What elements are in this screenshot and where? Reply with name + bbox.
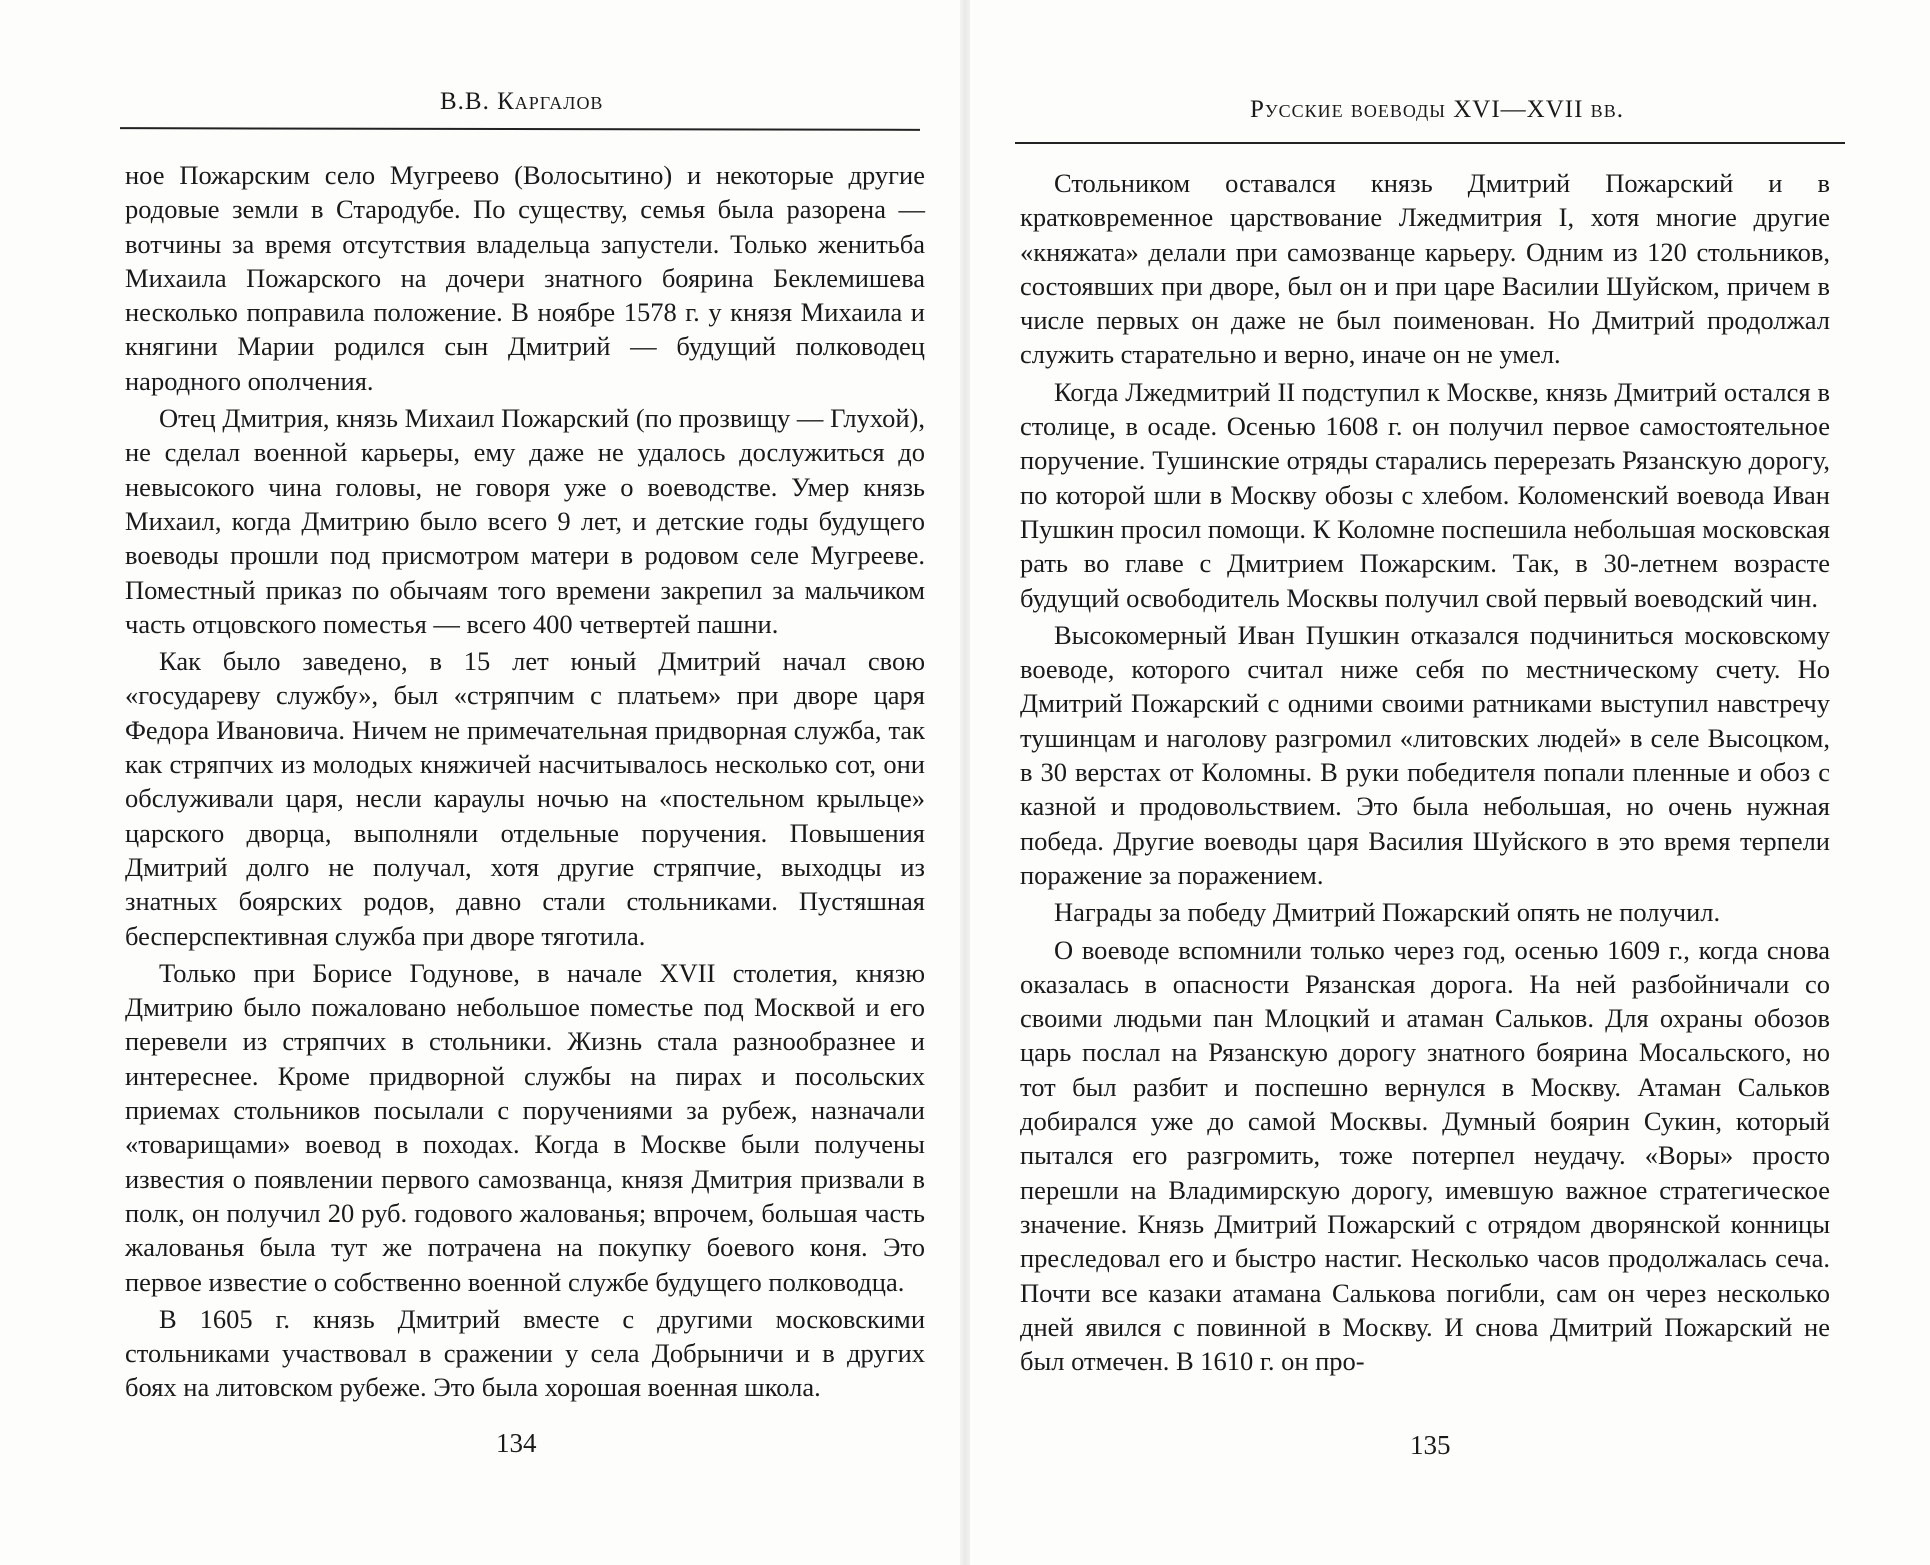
paragraph: Высокомерный Иван Пушкин отказался подчиниться московскому воеводе, которого считал ниже себя по местническому счету. Но Дмитрий Пожарский с одними своими ратниками выступил навстречу тушинцам и наголову разгромил «литовских людей» в селе Высоцком, в 30 верстах от Коломны. В руки победителя попали пленные и обоз с казной и продовольствием. Это была небольшая, но очень нужная победа. Другие воеводы царя Василия Шуйского в это время терпели поражение за поражением. [1020, 619, 1830, 890]
paragraph: Отец Дмитрия, князь Михаил Пожарский (по прозвищу — Глухой), не сделал военной карьеры, ему даже не удалось дослужиться до невысокого чина головы, не говоря уже о воеводстве. Умер князь Михаил, когда Дмитрию было всего 9 лет, и детские годы будущего воеводы прошли под присмотром матери в родовом селе Мугрееве. Поместный приказ по обычаям того времени закрепил за мальчиком часть отцовского поместья — всего 400 четвертей пашни. [125, 403, 925, 639]
page-number: 135 [1410, 1430, 1451, 1460]
header-rule [120, 127, 920, 131]
right-page [970, 0, 1930, 1565]
paragraph: Когда Лжедмитрий II подступил к Москве, князь Дмитрий остался в столице, в осаде. Осенью 1608 г. он получил первое самостоятельное поручение. Тушинские отряды старались перерезать Рязанскую дорогу, по которой шли в Москву обозы с хлебом. Коломенский воевода Иван Пушкин просил помощи. К Коломне поспешила небольшая московская рать во главе с Дмитрием Пожарским. Так, в 30-летнем возрасте будущий освободитель Москвы получил свой первый воеводский чин. [1020, 376, 1830, 613]
book-gutter [960, 0, 970, 1565]
page-number: 134 [496, 1428, 537, 1458]
header-rule [1015, 142, 1845, 144]
paragraph: О воеводе вспомнили только через год, осенью 1609 г., когда снова оказалась в опасности Рязанская дорога. На ней разбойничали со своими людьми пан Млоцкий и атаман Сальков. Для охраны обозов царь послал на Рязанскую дорогу знатного боярина Мосальского, но тот был разбит и поспешно вернулся в Москву. Атаман Сальков добирался уже до самой Москвы. Думный боярин Сукин, который пытался его разгромить, тоже потерпел неудачу. «Воры» просто перешли на Владимирскую дорогу, имевшую важное стратегическое значение. Князь Дмитрий Пожарский с отрядом дворянской конницы преследовал его и быстро настиг. Несколько часов продолжалась сеча. Почти все казаки атамана Салькова погибли, сам он через несколько дней явился с повинной в Москву. И снова Дмитрий Пожарский не был отмечен. В 1610 г. он про- [1020, 934, 1830, 1377]
paragraph: В 1605 г. князь Дмитрий вместе с другими московскими стольниками участвовал в сражении у села Добрыничи и в других боях на литовском рубеже. Это была хорошая военная школа. [125, 1303, 925, 1403]
paragraph: Как было заведено, в 15 лет юный Дмитрий начал свою «государеву службу», был «стряпчим с платьем» при дворе царя Федора Ивановича. Ничем не примечательная придворная служба, так как стряпчих из молодых княжичей насчитывалось несколько сот, они обслуживали царя, несли караулы ночью на «постельном крыльце» царского дворца, выполняли отдельные поручения. Повышения Дмитрий долго не получал, хотя другие стряпчие, выходцы из знатных боярских родов, давно стали стольниками. Пустяшная бесперспективная служба при дворе тяготила. [125, 646, 925, 951]
paragraph: Только при Борисе Годунове, в начале XVII столетия, князю Дмитрию было пожаловано небольшое поместье под Москвой и его перевели из стряпчих в стольники. Жизнь стала разнообразнее и интереснее. Кроме придворной службы на пирах и посольских приемах стольников посылали с поручениями за рубеж, назначали «товарищами» воевод в походах. Когда в Москве были получены известия о появлении первого самозванца, князя Дмитрия призвали в полк, он получил 20 руб. годового жалованья; впрочем, большая часть жалованья была тут же потрачена на покупку боевого коня. Это первое известие о собственно военной службе будущего полководца. [125, 957, 925, 1297]
page-body [1020, 166, 1830, 1381]
page-body [125, 158, 925, 1408]
paragraph: Стольником оставался князь Дмитрий Пожарский и в кратковременное царствование Лжедмитрия I, хотя многие другие «княжата» делали при самозванце карьеру. Одним из 120 стольников, состоявших при дворе, был он и при царе Василии Шуйском, причем в числе первых он даже не был поименован. Но Дмитрий продолжал служить старательно и верно, иначе он не умел. [1020, 168, 1830, 370]
running-header-title: Русские воеводы XVI—XVII вв. [1250, 96, 1624, 123]
running-header-author: В.В. Каргалов [440, 88, 604, 115]
paragraph: Награды за победу Дмитрий Пожарский опять не получил. [1054, 897, 1721, 928]
left-page [0, 0, 960, 1565]
paragraph: ное Пожарским село Мугреево (Волосытино) и некоторые другие родовые земли в Стародубе. По существу, семья была разорена — вотчины за время отсутствия владельца запустели. Только женитьба Михаила Пожарского на дочери знатного боярина Беклемишева несколько поправила положение. В ноябре 1578 г. у князя Михаила и княгини Марии родился сын Дмитрий — будущий полководец народного ополчения. [125, 160, 925, 396]
